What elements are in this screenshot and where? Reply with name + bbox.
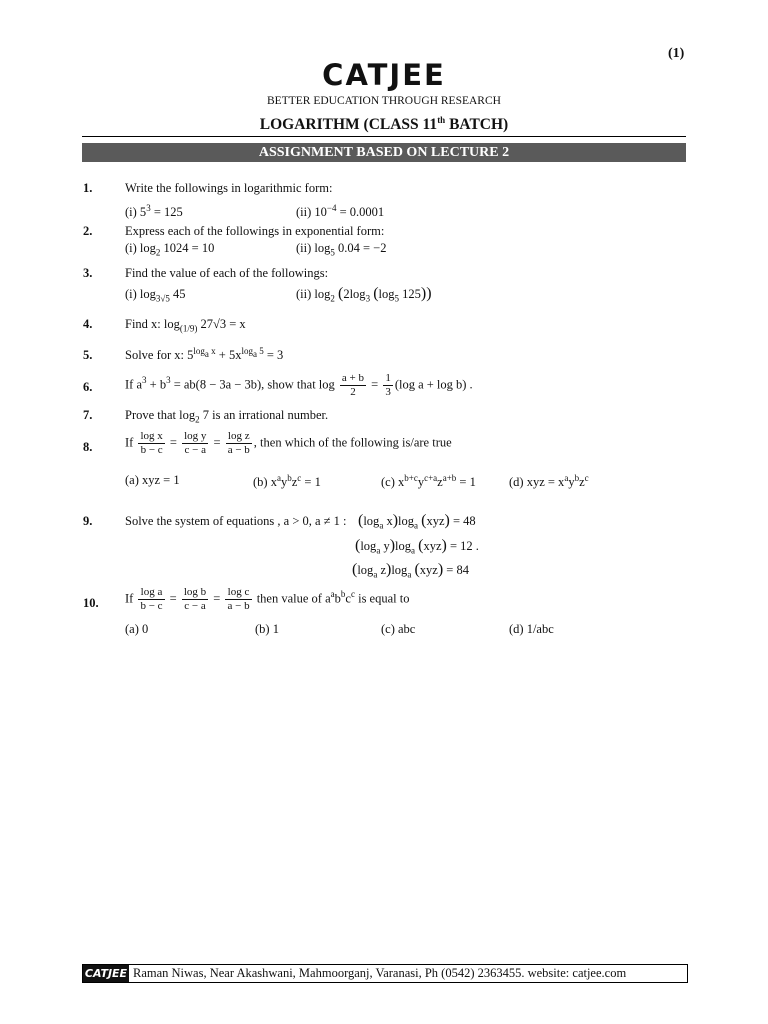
q3-part-i: (i) $\log_{3√5} 45$ [125,287,186,304]
footer-logo: CATJEE [84,967,128,980]
q7-line: Prove that $\log_2 7$ is an irrational number. [125,408,329,425]
page-title [0,115,768,134]
footer [82,964,688,983]
section-banner: ASSIGNMENT BASED ON LECTURE 2 [82,143,686,162]
question-text: Solve the system of equations , a > 0, a ≠ 1 : [125,514,347,528]
q8-option-b: (b) $x^ay^bz^c = 1$ [253,473,321,490]
footer-address: Raman Niwas, Near Akashwani, Mahmoorganj, Varanasi, Ph (0542) 2363455. website: catjee.com [133,966,627,980]
q10-mid: then value of [256,591,322,606]
q7-tail: is an irrational number. [212,408,329,422]
q9-eq3: ($\log_a$ $z)\log_a$ (xyz) = 84 [352,561,469,580]
question-number: 3. [83,266,93,280]
question-number: 10. [83,596,99,610]
q8-line: If $\frac{\text{log x}}{b - c}$ = $\frac{\text{log y}}{c - a}$ = $\frac{\text{log z}}{a - b}$ , then which of the following is/are true [125,430,452,456]
q8-option-c: (c) $x^{b+c}y^{c+a}z^{a+b} = 1$ [381,473,476,490]
q1-part-i: (i) $5^3 = 125$ [125,203,183,220]
q5-line: Solve for x: $5^{log_a x} + 5x^{log_a 5} = 3$ [125,346,284,363]
question-text: Solve for x: [125,348,185,363]
question-text: If [125,435,134,450]
question-text: Write the followings in logarithmic form: [125,181,333,195]
question-number: 8. [83,440,93,454]
q6-show: , show that [261,377,316,392]
title-sup: th [437,115,446,125]
q10-tail: is equal to [358,591,410,606]
q10-option-c: (c) abc [381,622,416,636]
q10-option-d: (d) 1/abc [509,622,554,636]
question-text: Find x: [125,317,161,331]
question-number: 6. [83,380,93,394]
q8-tail: , then which of the following is/are true [253,435,452,450]
question-number: 5. [83,348,93,362]
question-text: If [125,377,134,392]
q4-line: Find x: $\log_{(1/9)} 27√3 = x$ [125,317,246,334]
header-divider [82,136,686,137]
question-text: Find the value of each of the followings: [125,266,329,280]
q10-line: If $\frac{\text{log a}}{b - c}$ = $\frac{\text{log b}}{c - a}$ = $\frac{\text{log c}}{a - b}$ then value of $a^ab^bc^c$ is equal to [125,586,410,612]
question-text: If [125,591,134,606]
q3-part-ii: (ii) $\log_2 (2\log_3$ ($\log_5$ 125)) [296,285,432,304]
title-post: BATCH) [445,116,509,134]
title-pre: LOGARITHM (CLASS 11 [259,116,438,134]
q8-option-a: (a) xyz = 1 [125,473,180,487]
q9-eq2: ($\log_a$ $y)\log_a$ (xyz) = 12 . [355,537,479,556]
question-text: Prove that [125,408,177,422]
q9-eq1: ($\log_a$ $x)\log_a$ (xyz) = 48 [358,512,476,531]
q1-part-ii: (ii) $10^{-4} = 0.0001$ [296,203,385,220]
question-text: Express each of the followings in exponential form: [125,224,385,238]
q10-option-a: (a) 0 [125,622,149,636]
tagline: BETTER EDUCATION THROUGH RESEARCH [267,95,501,107]
question-number: 1. [83,181,93,195]
page-number: (1) [668,46,685,61]
q2-part-i: (i) $\log_2 1024 = 10$ [125,241,215,258]
question-number: 9. [83,514,93,528]
q10-option-b: (b) 1 [255,622,279,636]
q8-option-d: (d) xyz = $x^ay^bz^c$ [509,473,589,490]
q6-line: If $a^3 + b^3 = ab(8 - 3a - 3b)$, show that log $\frac{a + b}{2}$ = $\frac{1}{3}$ (log a + log b) . [125,372,473,398]
brand-logo: CATJEE [322,58,446,92]
question-number: 2. [83,224,93,238]
q2-part-ii: (ii) $\log_5 0.04 = -2$ [296,241,387,258]
question-number: 4. [83,317,93,331]
question-number: 7. [83,408,93,422]
